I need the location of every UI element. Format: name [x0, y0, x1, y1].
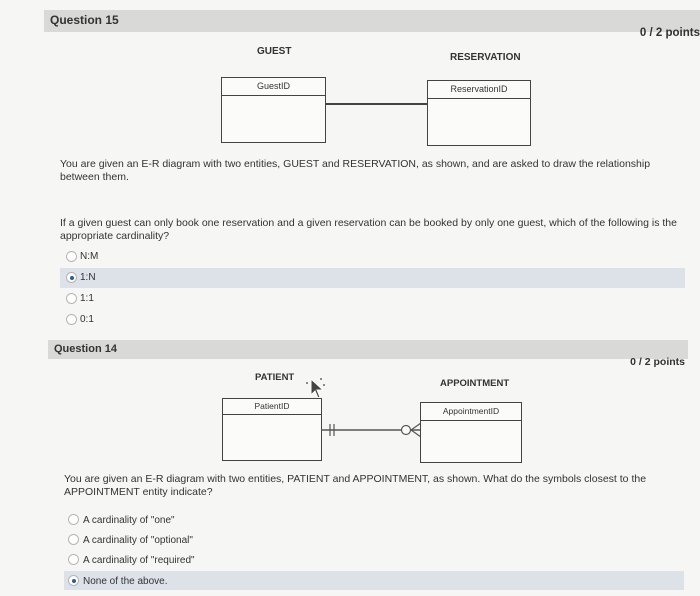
patient-id-attribute: PatientID [223, 399, 321, 415]
radio-button-selected[interactable] [68, 575, 79, 586]
option-label: 0:1 [80, 314, 94, 325]
option-row[interactable] [60, 247, 685, 267]
option-label: None of the above. [83, 576, 168, 587]
question-15-text-2: If a given guest can only book one reservation and a given reservation can be booked by only one guest, which of the following is the appropriate cardinality? [60, 217, 677, 242]
guest-entity-label: GUEST [257, 46, 292, 57]
option-label: 1:1 [80, 293, 94, 304]
relationship-connector [321, 420, 421, 440]
radio-button[interactable] [68, 554, 79, 565]
option-label: A cardinality of "required" [83, 555, 195, 566]
option-label: A cardinality of "one" [83, 515, 175, 526]
option-row[interactable] [64, 550, 684, 569]
radio-button[interactable] [66, 251, 77, 262]
reservation-entity-label: RESERVATION [450, 52, 521, 63]
option-row[interactable] [60, 289, 685, 309]
question-15-title: Question 15 [50, 13, 119, 27]
question-14-text: You are given an E-R diagram with two entities, PATIENT and APPOINTMENT, as shown. What do the symbols closest to the APPOINTMENT entity indicate? [64, 473, 647, 498]
option-label: N:M [80, 251, 99, 262]
option-row-selected[interactable] [64, 571, 684, 590]
question-14-points: 0 / 2 points [630, 356, 685, 368]
question-15-points: 0 / 2 points [639, 27, 700, 39]
option-row[interactable] [64, 530, 684, 549]
appointment-entity-label: APPOINTMENT [440, 378, 510, 389]
question-15-header [44, 10, 700, 32]
guest-entity-box [221, 77, 326, 143]
relationship-line [325, 103, 428, 105]
option-label: A cardinality of "optional" [83, 535, 193, 546]
patient-entity-label: PATIENT [255, 372, 295, 383]
reservation-id-attribute: ReservationID [428, 81, 530, 99]
guest-id-attribute: GuestID [222, 78, 325, 96]
radio-button[interactable] [66, 293, 77, 304]
appointment-entity-box [420, 402, 522, 463]
reservation-entity-box [427, 80, 531, 146]
radio-button[interactable] [68, 534, 79, 545]
radio-button[interactable] [66, 314, 77, 325]
question-14-title: Question 14 [54, 343, 117, 355]
option-row[interactable] [60, 310, 685, 330]
patient-entity-box [222, 398, 322, 461]
question-14-header [48, 340, 688, 359]
option-row-selected[interactable] [60, 268, 685, 288]
appointment-id-attribute: AppointmentID [421, 403, 521, 421]
radio-button[interactable] [68, 514, 79, 525]
option-row[interactable] [64, 510, 684, 529]
option-label: 1:N [80, 272, 96, 283]
question-15-text-1: You are given an E-R diagram with two entities, GUEST and RESERVATION, as shown, and are asked to draw the relationship between them. [60, 158, 651, 183]
radio-button-selected[interactable] [66, 272, 77, 283]
